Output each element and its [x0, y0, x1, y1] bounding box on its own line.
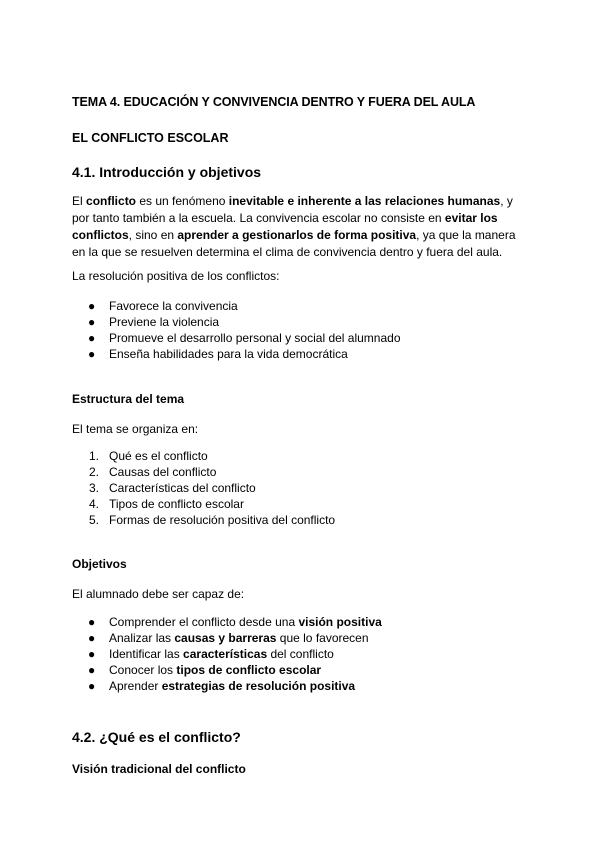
bullet-marker: ● — [88, 631, 96, 645]
list-item — [72, 630, 382, 646]
objectives-heading: Objetivos — [72, 557, 127, 571]
intro-bold-1: conflicto — [86, 194, 137, 208]
objective-text: Analizar las — [109, 631, 175, 645]
objective-bold: visión positiva — [298, 615, 382, 629]
bullet-marker: ● — [88, 315, 96, 329]
objective-text: Aprender — [109, 679, 162, 693]
list-item — [72, 330, 401, 346]
list-number: 4. — [89, 497, 100, 511]
section-4-2-heading: 4.2. ¿Qué es el conflicto? — [72, 729, 241, 745]
intro-text-5: , ya que la manera en la que se resuelven determina el clima de convivencia dentro y fuera del aula. — [72, 228, 516, 259]
list-item — [72, 480, 335, 496]
bullet-marker: ● — [88, 615, 96, 629]
structure-lead: El tema se organiza en: — [72, 422, 199, 436]
list-item-text: Favorece la convivencia — [109, 299, 238, 313]
list-item-text: Formas de resolución positiva del conflicto — [109, 513, 336, 527]
document-title: TEMA 4. EDUCACIÓN Y CONVIVENCIA DENTRO Y FUERA DEL AULA — [72, 95, 476, 109]
list-item — [72, 448, 335, 464]
list-item — [72, 512, 335, 528]
objective-text: Identificar las — [109, 647, 184, 661]
bullet-marker: ● — [88, 331, 96, 345]
objective-bold: tipos de conflicto escolar — [176, 663, 322, 677]
intro-text-2: es un fenómeno — [136, 194, 229, 208]
resolution-lead: La resolución positiva de los conflictos: — [72, 269, 280, 283]
bullet-marker: ● — [88, 299, 96, 313]
objective-text: Conocer los — [109, 663, 177, 677]
list-item-text: Tipos de conflicto escolar — [109, 497, 244, 511]
traditional-view-heading: Visión tradicional del conflicto — [72, 762, 246, 776]
list-item-text: Promueve el desarrollo personal y social del alumnado — [109, 331, 401, 345]
intro-bold-3: evitar los conflictos — [72, 211, 498, 242]
objectives-list — [72, 614, 382, 694]
list-number: 2. — [89, 465, 100, 479]
objective-text: Comprender el conflicto desde una — [109, 615, 299, 629]
list-item-text: Causas del conflicto — [109, 465, 217, 479]
objectives-lead: El alumnado debe ser capaz de: — [72, 587, 245, 601]
objective-text: que lo favorecen — [276, 631, 369, 645]
objective-text: del conflicto — [267, 647, 334, 661]
structure-list — [72, 448, 335, 528]
intro-text-3: , y por tanto también a la escuela. La convivencia escolar no consiste en — [72, 194, 513, 225]
list-item-text: Previene la violencia — [109, 315, 220, 329]
section-4-1-heading: 4.1. Introducción y objetivos — [72, 164, 262, 180]
bullet-marker: ● — [88, 347, 96, 361]
document-subtitle: EL CONFLICTO ESCOLAR — [72, 131, 229, 145]
objective-bold: causas y barreras — [174, 631, 277, 645]
intro-bold-4: aprender a gestionarlos de forma positiva — [177, 228, 417, 242]
list-item — [72, 678, 382, 694]
intro-paragraph — [72, 193, 532, 261]
bullet-marker: ● — [88, 647, 96, 661]
list-item — [72, 314, 401, 330]
objective-bold: estrategias de resolución positiva — [161, 679, 356, 693]
list-item-text: Enseña habilidades para la vida democrática — [109, 347, 348, 361]
list-item — [72, 346, 401, 362]
objective-bold: características — [183, 647, 268, 661]
list-item — [72, 298, 401, 314]
list-item — [72, 496, 335, 512]
resolution-list — [72, 298, 401, 362]
list-item-text: Características del conflicto — [109, 481, 256, 495]
list-item-text: Qué es el conflicto — [109, 449, 208, 463]
list-number: 3. — [89, 481, 100, 495]
structure-heading: Estructura del tema — [72, 392, 185, 406]
list-number: 1. — [89, 449, 100, 463]
bullet-marker: ● — [88, 679, 96, 693]
intro-text-4: , sino en — [128, 228, 178, 242]
list-item — [72, 614, 382, 630]
list-item — [72, 646, 382, 662]
bullet-marker: ● — [88, 663, 96, 677]
intro-text-1: El — [72, 194, 87, 208]
list-number: 5. — [89, 513, 100, 527]
list-item — [72, 662, 382, 678]
list-item — [72, 464, 335, 480]
intro-bold-2: inevitable e inherente a las relaciones humanas — [228, 194, 501, 208]
